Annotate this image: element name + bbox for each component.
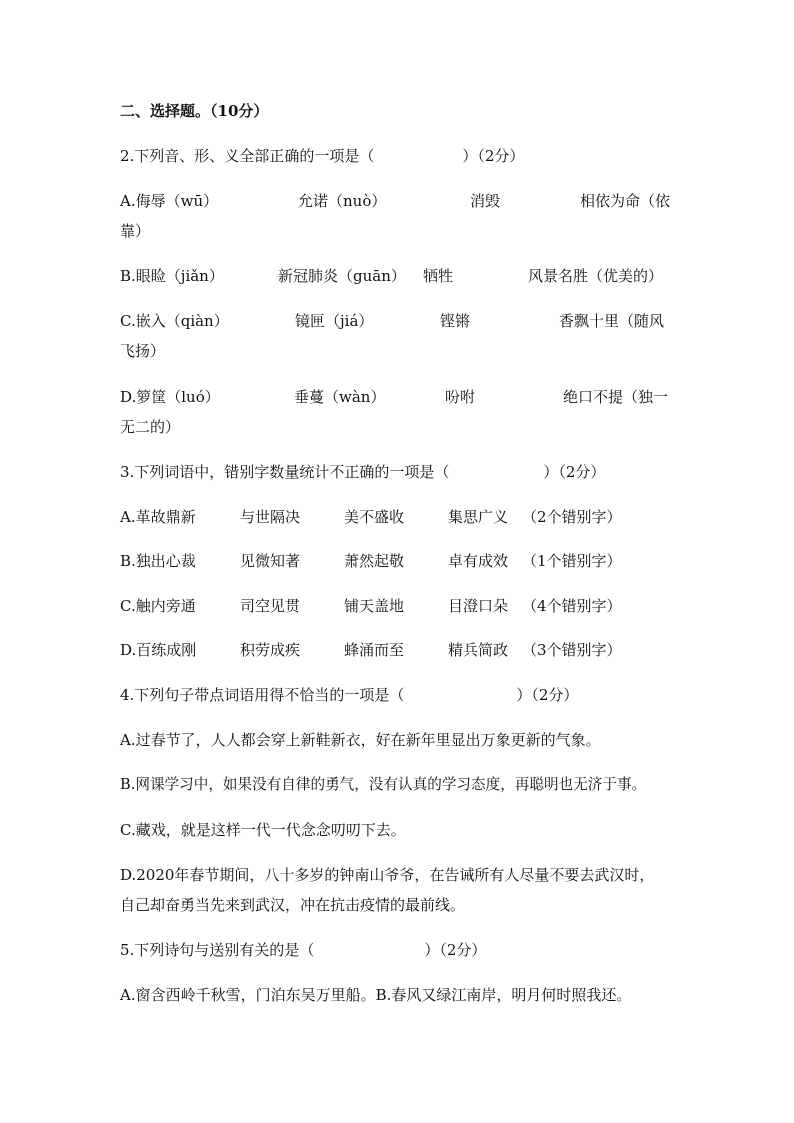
question-3-stem [120,461,605,483]
q3-option-c-word-2: 司空见贯 [240,597,301,615]
q2-option-a-continuation: 靠） [120,222,151,240]
q2-option-a-word-3: 消毁 [470,192,501,210]
q3-option-d-word-3: 蜂涌而至 [344,641,405,659]
q3-option-a-word-3: 美不盛收 [344,508,405,526]
q3-option-b-count: （1个错别字） [522,552,622,570]
q2-option-d-word-2: 垂蔓（wàn） [294,388,386,406]
question-3-stem-text: 3.下列词语中，错别字数量统计不正确的一项是（ [120,463,450,481]
q2-option-c-word-1: C.嵌入（qiàn） [120,312,229,330]
question-4-stem [120,684,578,706]
q3-option-b-word-4: 卓有成效 [448,552,509,570]
question-2-stem [120,145,524,167]
q3-option-d-word-1: D.百练成刚 [120,641,197,659]
q2-option-d-word-1: D.箩筐（luó） [120,388,220,406]
q2-option-a-word-1: A.侮辱（wū） [120,192,219,210]
q4-option-d-line-1: D.2020年春节期间，八十多岁的钟南山爷爷，在告诫所有人尽量不要去武汉时， [120,866,655,884]
question-4-score: ）（2分） [516,686,579,704]
q2-option-c-continuation: 飞扬） [120,342,166,360]
q3-option-a-word-1: A.革故鼎新 [120,508,196,526]
q3-option-b-word-2: 见微知著 [240,552,301,570]
question-5-stem [120,939,486,961]
q2-option-d-word-4: 绝口不提（独一 [563,388,669,406]
q2-option-b-word-1: B.眼睑（jiǎn） [120,267,224,285]
q2-option-b-word-2: 新冠肺炎（guān） [278,267,406,285]
q4-option-c: C.藏戏，就是这样一代一代念念叨叨下去。 [120,821,406,839]
q2-option-a-word-4: 相依为命（依 [580,192,671,210]
q3-option-a-word-4: 集思广义 [448,508,509,526]
q3-option-d-word-2: 积劳成疾 [240,641,301,659]
q3-option-d-word-4: 精兵简政 [448,641,509,659]
question-5-stem-text: 5.下列诗句与送别有关的是（ [120,941,315,959]
question-3-score: ）（2分） [543,463,606,481]
q4-option-a: A.过春节了，人人都会穿上新鞋新衣，好在新年里显出万象更新的气象。 [120,731,601,749]
q2-option-b-word-4: 风景名胜（优美的） [528,267,664,285]
q2-option-d-continuation: 无二的） [120,418,181,436]
section-title: 二、选择题。（10分） [120,102,269,120]
q4-option-d-line-2: 自己却奋勇当先来到武汉，冲在抗击疫情的最前线。 [120,896,466,914]
q3-option-c-count: （4个错别字） [522,597,622,615]
question-2-stem-text: 2.下列音、形、义全部正确的一项是（ [120,147,375,165]
q5-options-a-b: A.窗含西岭千秋雪，门泊东吴万里船。B.春风又绿江南岸，明月何时照我还。 [120,986,632,1004]
q2-option-d-word-3: 吩咐 [445,388,476,406]
q2-option-c-word-2: 镜匣（jiá） [295,312,374,330]
q3-option-a-word-2: 与世隔决 [240,508,301,526]
q2-option-b-word-3: 牺牲 [423,267,454,285]
q2-option-a-word-2: 允诺（nuò） [298,192,387,210]
q2-option-c-word-3: 铿锵 [440,312,471,330]
question-5-score: ）（2分） [424,941,487,959]
q3-option-c-word-4: 目澄口朵 [448,597,509,615]
q3-option-b-word-1: B.独出心裁 [120,552,196,570]
q3-option-d-count: （3个错别字） [522,641,622,659]
question-2-score: ）（2分） [462,147,525,165]
q3-option-a-count: （2个错别字） [522,508,622,526]
question-4-stem-text: 4.下列句子带点词语用得不恰当的一项是（ [120,686,405,704]
q3-option-b-word-3: 萧然起敬 [344,552,405,570]
q4-option-b: B.网课学习中，如果没有自律的勇气，没有认真的学习态度，再聪明也无济于事。 [120,776,647,793]
q2-option-c-word-4: 香飘十里（随风 [559,312,665,330]
q3-option-c-word-1: C.触内旁通 [120,597,196,615]
q3-option-c-word-3: 铺天盖地 [344,597,405,615]
